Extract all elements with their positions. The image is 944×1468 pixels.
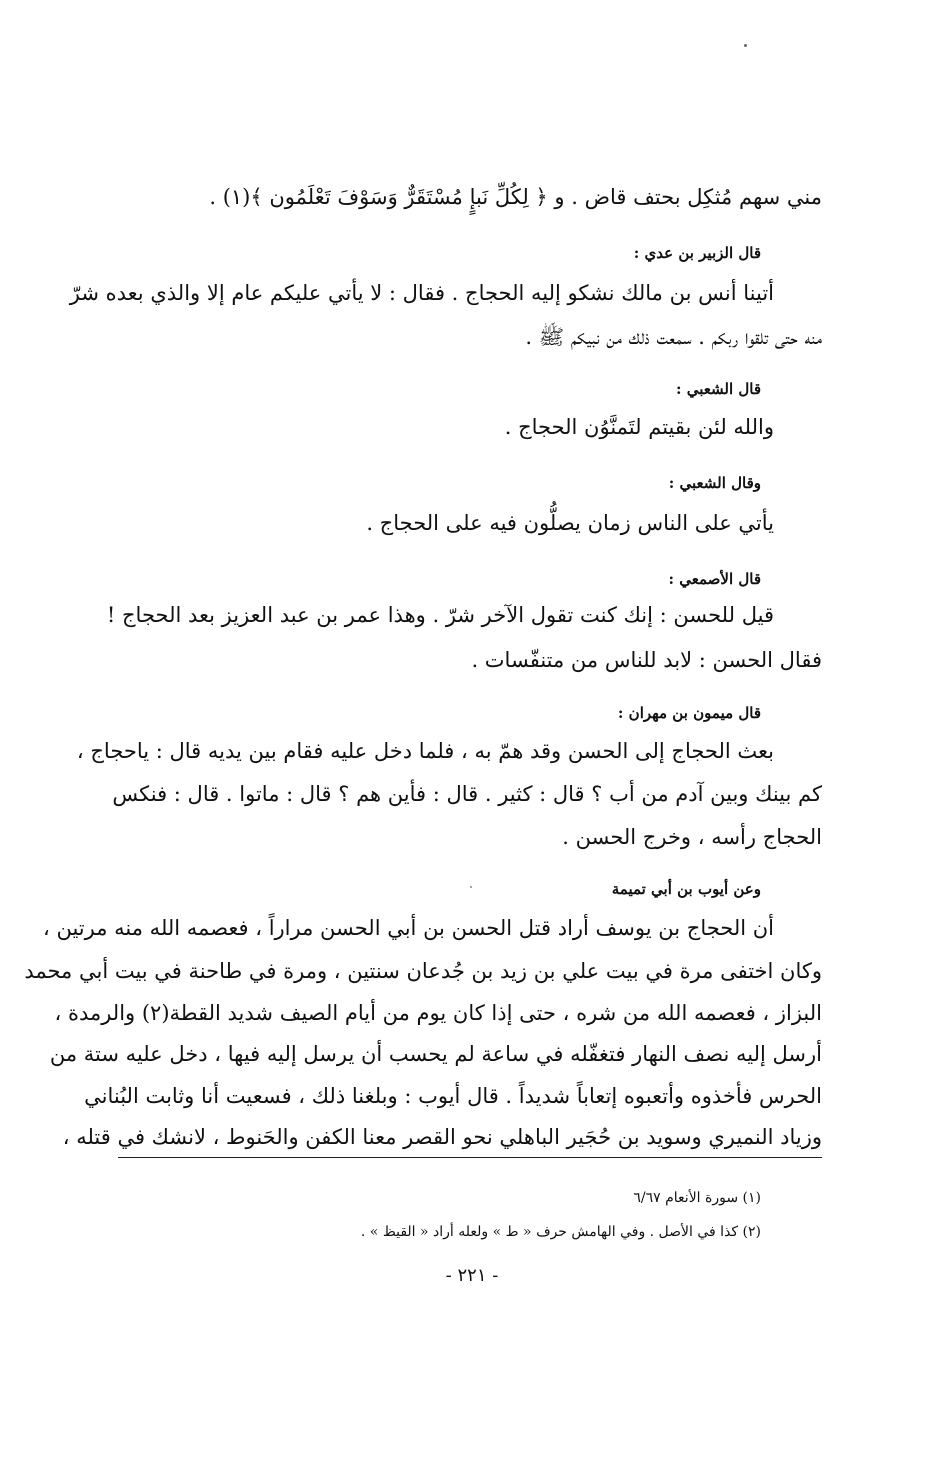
section-heading: قال الشعبي : — [675, 380, 761, 398]
text-line: منه حتى تلقوا ربكم . سمعت ذلك من نبيكم ﷺ . — [525, 325, 822, 349]
text-line: مني سهم مُثكِل بحتف قاض . و ﴿ لِكُلِّ نَبإٍ مُسْتَقَرٌّ وَسَوْفَ تَعْلَمُون ﴾(١) . — [209, 185, 822, 209]
section-heading: وعن أيوب بن أبي تميمة — [611, 880, 761, 898]
text-line: يأتي على الناس زمان يصلُّون فيه على الحجاج . — [366, 511, 774, 535]
footnote: (١) سورة الأنعام ٦/٦٧ — [633, 1190, 761, 1206]
text-line: البزاز ، فعصمه الله من شره ، حتى إذا كان يوم من أيام الصيف شديد القطة(٢) والرمدة ، — [54, 1001, 822, 1025]
text-line: قيل للحسن : إنك كنت تقول الآخر شرّ . وهذا عمر بن عبد العزيز بعد الحجاج ! — [106, 603, 774, 627]
text-line: أن الحجاج بن يوسف أراد قتل الحسن بن أبي الحسن مراراً ، فعصمه الله منه مرتين ، — [43, 916, 774, 940]
text-line: وكان اختفى مرة في بيت علي بن زيد بن جُدعان سنتين ، ومرة في طاحنة في بيت أبي محمد — [24, 959, 822, 983]
text-line: الحرس فأخذوه وأتعبوه إتعاباً شديداً . قال أيوب : وبلغنا ذلك ، فسعيت أنا وثابت البُناني — [84, 1084, 822, 1108]
text-line: وزياد النميري وسويد بن حُجَير الباهلي نحو القصر معنا الكفن والحَنوط ، لانشك في قتله ، — [62, 1125, 822, 1149]
text-line: أرسل إليه نصف النهار فتغفّله في ساعة لم يحسب أن يرسل إليه فيها ، دخل عليه ستة من — [49, 1042, 822, 1066]
footnote: (٢) كذا في الأصل . وفي الهامش حرف « ط » ولعله أراد « القيظ » . — [360, 1224, 761, 1240]
text-line: الحجاج رأسه ، وخرج الحسن . — [562, 825, 822, 849]
text-line: بعث الحجاج إلى الحسن وقد همّ به ، فلما دخل عليه فقام بين يديه قال : ياحجاج ، — [76, 739, 774, 763]
scan-speck — [744, 44, 747, 47]
section-heading: قال الأصمعي : — [668, 570, 761, 588]
text-line: فقال الحسن : لابد للناس من متنفّسات . — [471, 648, 822, 672]
section-heading: وقال الشعبي : — [668, 474, 761, 492]
section-heading: قال ميمون بن مهران : — [617, 704, 761, 722]
text-line: والله لئن بقيتم لتَمنَّوُن الحجاج . — [504, 415, 774, 439]
page-number: - ٢٢١ - — [445, 1265, 499, 1286]
footnote-divider — [118, 1157, 822, 1158]
text-line: كم بينك وبين آدم من أب ؟ قال : كثير . قال : فأين هم ؟ قال : ماتوا . قال : فنكس — [112, 782, 822, 806]
section-heading: قال الزبير بن عدي : — [633, 244, 761, 262]
text-line: أتينا أنس بن مالك نشكو إليه الحجاج . فقال : لا يأتي عليكم عام إلا والذي بعده شرّ — [69, 281, 774, 305]
